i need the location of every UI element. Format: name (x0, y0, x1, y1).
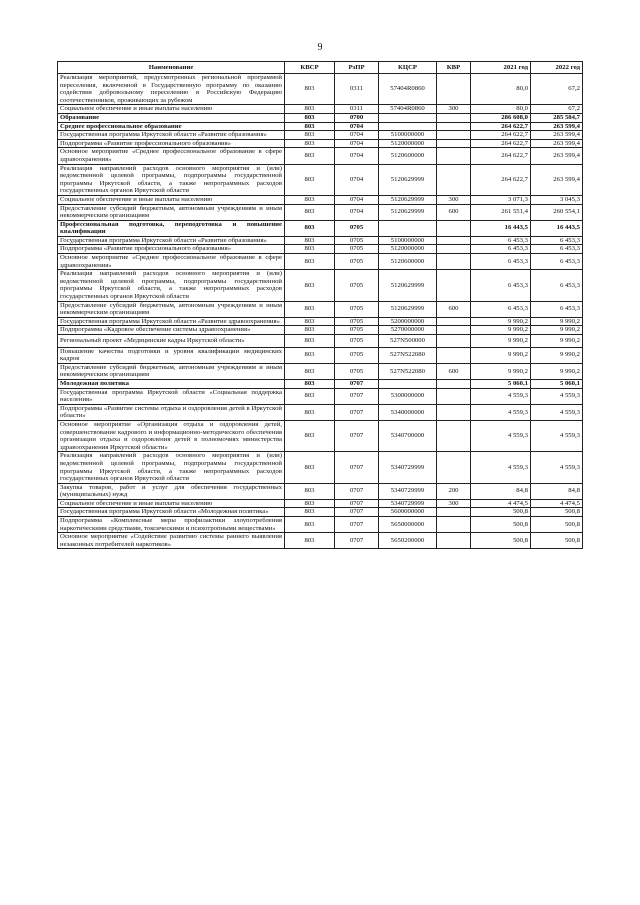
cell-kvsr: 803 (285, 404, 335, 420)
cell-ktsr: 5120000000 (379, 139, 437, 148)
cell-kvr (437, 122, 471, 131)
cell-kvr: 600 (437, 363, 471, 379)
cell-2021: 4 559,3 (471, 452, 531, 483)
cell-kvsr: 803 (285, 347, 335, 363)
table-row (58, 164, 583, 195)
cell-rzpr: 0704 (335, 204, 379, 220)
cell-rzpr: 0707 (335, 499, 379, 508)
cell-2022: 4 474,5 (531, 499, 583, 508)
cell-name: Государственная программа Иркутской области «Развитие образования» (58, 131, 285, 140)
cell-name: Подпрограмма «Развитие профессионального образования» (58, 139, 285, 148)
cell-kvr (437, 148, 471, 164)
cell-ktsr: 5120629999 (379, 301, 437, 317)
cell-rzpr: 0704 (335, 195, 379, 204)
cell-kvr (437, 270, 471, 301)
cell-2021: 6 453,3 (471, 301, 531, 317)
cell-name: Образование (58, 113, 285, 122)
table-row (58, 220, 583, 236)
cell-2022: 6 453,3 (531, 270, 583, 301)
table-row (58, 347, 583, 363)
cell-name: Профессиональная подготовка, переподготовка и повышение квалификации (58, 220, 285, 236)
cell-2021: 80,0 (471, 105, 531, 114)
cell-2022: 3 045,3 (531, 195, 583, 204)
cell-rzpr: 0707 (335, 420, 379, 451)
cell-2021: 84,8 (471, 483, 531, 499)
cell-ktsr (379, 113, 437, 122)
cell-2022: 84,8 (531, 483, 583, 499)
cell-kvsr: 803 (285, 363, 335, 379)
cell-2021: 6 453,3 (471, 236, 531, 245)
cell-2022: 6 453,3 (531, 245, 583, 254)
cell-2021: 80,0 (471, 74, 531, 105)
cell-kvr (437, 347, 471, 363)
header-kvr: КВР (437, 62, 471, 74)
cell-ktsr: 5120629999 (379, 270, 437, 301)
cell-name: Государственная программа Иркутской области «Развитие здравоохранения» (58, 317, 285, 326)
cell-2022: 6 453,3 (531, 254, 583, 270)
cell-name: Предоставление субсидий бюджетным, автономным учреждениям и иным некоммерческим организациям (58, 204, 285, 220)
cell-rzpr: 0705 (335, 254, 379, 270)
cell-kvsr: 803 (285, 301, 335, 317)
cell-kvr (437, 533, 471, 549)
table-row (58, 335, 583, 348)
cell-2021: 9 990,2 (471, 326, 531, 335)
cell-kvsr: 803 (285, 335, 335, 348)
cell-2022: 9 990,2 (531, 363, 583, 379)
cell-2021: 9 990,2 (471, 347, 531, 363)
header-ktsr: КЦСР (379, 62, 437, 74)
table-row (58, 483, 583, 499)
cell-2021: 6 453,3 (471, 254, 531, 270)
cell-kvsr: 803 (285, 122, 335, 131)
header-2022: 2022 год (531, 62, 583, 74)
cell-name: Реализация направлений расходов основного мероприятия и (или) ведомственной целевой программы, подпрограммы государственной программы Иркутской области, а также непрограммных расходов государственных органов Иркутской области (58, 164, 285, 195)
cell-2022: 4 559,3 (531, 404, 583, 420)
cell-name: Социальное обеспечение и иные выплаты населению (58, 499, 285, 508)
cell-2022: 263 599,4 (531, 148, 583, 164)
cell-kvsr: 803 (285, 148, 335, 164)
cell-rzpr: 0705 (335, 220, 379, 236)
cell-rzpr: 0704 (335, 139, 379, 148)
cell-2021: 264 622,7 (471, 148, 531, 164)
cell-ktsr: 527N522080 (379, 347, 437, 363)
cell-kvr (437, 113, 471, 122)
cell-ktsr: 5100000000 (379, 131, 437, 140)
cell-kvsr: 803 (285, 317, 335, 326)
table-row (58, 148, 583, 164)
cell-name: Среднее профессиональное образование (58, 122, 285, 131)
cell-2021: 6 453,3 (471, 270, 531, 301)
cell-2021: 4 474,5 (471, 499, 531, 508)
cell-rzpr: 0707 (335, 379, 379, 388)
cell-2021: 4 559,3 (471, 388, 531, 404)
table-row (58, 508, 583, 517)
cell-kvr (437, 139, 471, 148)
cell-kvsr: 803 (285, 139, 335, 148)
table-row (58, 452, 583, 483)
cell-2022: 285 584,7 (531, 113, 583, 122)
cell-2022: 260 554,1 (531, 204, 583, 220)
cell-kvr (437, 388, 471, 404)
cell-kvsr: 803 (285, 131, 335, 140)
cell-2021: 4 559,3 (471, 420, 531, 451)
cell-name: Реализация мероприятий, предусмотренных региональной программой переселения, включенной в Государственную программу по оказанию содействия добровольному переселению в Российскую Федерацию соотечественников, проживающих за рубежом (58, 74, 285, 105)
cell-ktsr (379, 379, 437, 388)
cell-rzpr: 0704 (335, 122, 379, 131)
table-row (58, 379, 583, 388)
cell-name: Социальное обеспечение и иные выплаты населению (58, 195, 285, 204)
table-row (58, 301, 583, 317)
cell-kvsr: 803 (285, 508, 335, 517)
cell-2022: 500,8 (531, 508, 583, 517)
cell-2021: 261 551,4 (471, 204, 531, 220)
cell-ktsr: 57404R0860 (379, 105, 437, 114)
table-row (58, 363, 583, 379)
cell-kvr (437, 317, 471, 326)
cell-ktsr: 5340000000 (379, 404, 437, 420)
cell-2021: 9 990,2 (471, 335, 531, 348)
cell-rzpr: 0705 (335, 326, 379, 335)
cell-kvsr: 803 (285, 236, 335, 245)
cell-kvsr: 803 (285, 254, 335, 270)
cell-ktsr: 5650200000 (379, 533, 437, 549)
cell-kvsr: 803 (285, 270, 335, 301)
table-row (58, 326, 583, 335)
cell-2021: 264 622,7 (471, 131, 531, 140)
cell-2021: 264 622,7 (471, 122, 531, 131)
cell-kvr (437, 452, 471, 483)
cell-kvsr: 803 (285, 164, 335, 195)
cell-2021: 4 559,3 (471, 404, 531, 420)
cell-kvsr: 803 (285, 483, 335, 499)
cell-kvr (437, 220, 471, 236)
cell-2021: 264 622,7 (471, 139, 531, 148)
cell-2022: 9 990,2 (531, 347, 583, 363)
table-row (58, 204, 583, 220)
cell-rzpr: 0707 (335, 533, 379, 549)
cell-kvr (437, 245, 471, 254)
cell-name: Предоставление субсидий бюджетным, автономным учреждениям и иным некоммерческим организациям (58, 301, 285, 317)
cell-kvsr: 803 (285, 420, 335, 451)
cell-kvsr: 803 (285, 388, 335, 404)
table-row (58, 195, 583, 204)
cell-kvsr: 803 (285, 105, 335, 114)
cell-kvsr: 803 (285, 517, 335, 533)
cell-2022: 4 559,3 (531, 452, 583, 483)
cell-name: Основное мероприятие «Организация отдыха и оздоровления детей, совершенствование кадрового и информационно-методического обеспечения организации отдыха и оздоровления детей в полномочиях министерства здравоохранения Иркутской области» (58, 420, 285, 451)
cell-ktsr: 5300000000 (379, 388, 437, 404)
cell-ktsr: 5650000000 (379, 517, 437, 533)
cell-2021: 500,8 (471, 508, 531, 517)
cell-rzpr: 0700 (335, 113, 379, 122)
cell-kvr: 300 (437, 499, 471, 508)
cell-rzpr: 0707 (335, 388, 379, 404)
cell-kvr (437, 508, 471, 517)
cell-name: Реализация направлений расходов основного мероприятия и (или) ведомственной целевой программы, подпрограммы государственной программы Иркутской области, а также непрограммных расходов государственных органов Иркутской области (58, 270, 285, 301)
cell-2022: 6 453,3 (531, 236, 583, 245)
cell-2021: 9 990,2 (471, 317, 531, 326)
cell-2022: 16 443,5 (531, 220, 583, 236)
cell-rzpr: 0705 (335, 363, 379, 379)
table-row (58, 317, 583, 326)
cell-name: Подпрограмма «Кадровое обеспечение системы здравоохранения» (58, 326, 285, 335)
cell-kvr (437, 254, 471, 270)
cell-ktsr: 5100000000 (379, 236, 437, 245)
cell-kvr (437, 326, 471, 335)
table-row (58, 122, 583, 131)
table-row (58, 517, 583, 533)
cell-name: Основное мероприятие «Содействие развитию системы раннего выявления незаконных потребителей наркотиков» (58, 533, 285, 549)
table-row (58, 245, 583, 254)
table-row (58, 388, 583, 404)
header-rzpr: РзПР (335, 62, 379, 74)
table-row (58, 254, 583, 270)
cell-name: Подпрограмма «Развитие системы отдыха и оздоровления детей в Иркутской области» (58, 404, 285, 420)
table-row (58, 499, 583, 508)
cell-2022: 9 990,2 (531, 326, 583, 335)
cell-name: Подпрограмма «Комплексные меры профилактики злоупотребления наркотическими средствами, токсическими и психотропными веществами» (58, 517, 285, 533)
cell-kvr: 200 (437, 483, 471, 499)
cell-rzpr: 0704 (335, 164, 379, 195)
cell-kvsr: 803 (285, 452, 335, 483)
cell-rzpr: 0705 (335, 245, 379, 254)
cell-kvr (437, 517, 471, 533)
header-kvsr: КВСР (285, 62, 335, 74)
cell-kvr (437, 420, 471, 451)
cell-kvr (437, 404, 471, 420)
cell-kvr: 600 (437, 204, 471, 220)
table-row (58, 420, 583, 451)
cell-ktsr: 5120000000 (379, 245, 437, 254)
table-row (58, 139, 583, 148)
cell-kvr (437, 74, 471, 105)
header-name: Наименование (58, 62, 285, 74)
cell-2021: 500,8 (471, 533, 531, 549)
budget-table (57, 61, 583, 549)
cell-ktsr: 5600000000 (379, 508, 437, 517)
table-row (58, 533, 583, 549)
cell-kvsr: 803 (285, 195, 335, 204)
cell-ktsr (379, 220, 437, 236)
cell-rzpr: 0704 (335, 148, 379, 164)
table-row (58, 113, 583, 122)
cell-2021: 286 608,0 (471, 113, 531, 122)
cell-name: Государственная программа Иркутской области «Молодежная политика» (58, 508, 285, 517)
table-header-row (58, 62, 583, 74)
cell-ktsr: 5270000000 (379, 326, 437, 335)
cell-kvr (437, 131, 471, 140)
cell-rzpr: 0311 (335, 105, 379, 114)
cell-2022: 4 559,3 (531, 388, 583, 404)
cell-ktsr: 5120600000 (379, 148, 437, 164)
cell-rzpr: 0707 (335, 508, 379, 517)
cell-kvr: 300 (437, 195, 471, 204)
cell-name: Закупка товаров, работ и услуг для обеспечения государственных (муниципальных) нужд (58, 483, 285, 499)
cell-2022: 6 453,3 (531, 301, 583, 317)
cell-2022: 67,2 (531, 105, 583, 114)
cell-name: Реализация направлений расходов основного мероприятия и (или) ведомственной целевой программы, подпрограммы государственной программы Иркутской области, а также непрограммных расходов государственных органов Иркутской области (58, 452, 285, 483)
cell-2021: 9 990,2 (471, 363, 531, 379)
cell-2021: 3 071,3 (471, 195, 531, 204)
cell-kvr (437, 335, 471, 348)
cell-kvsr: 803 (285, 499, 335, 508)
cell-ktsr: 5340729999 (379, 483, 437, 499)
cell-2022: 67,2 (531, 74, 583, 105)
cell-rzpr: 0707 (335, 483, 379, 499)
cell-kvsr: 803 (285, 74, 335, 105)
cell-2022: 263 599,4 (531, 122, 583, 131)
cell-2022: 9 990,2 (531, 335, 583, 348)
cell-name: Социальное обеспечение и иные выплаты населению (58, 105, 285, 114)
cell-2022: 4 559,3 (531, 420, 583, 451)
cell-rzpr: 0705 (335, 301, 379, 317)
cell-kvr (437, 379, 471, 388)
cell-kvr: 600 (437, 301, 471, 317)
cell-2021: 5 060,1 (471, 379, 531, 388)
cell-rzpr: 0705 (335, 335, 379, 348)
cell-name: Государственная программа Иркутской области «Развитие образования» (58, 236, 285, 245)
cell-rzpr: 0707 (335, 404, 379, 420)
table-body (58, 74, 583, 549)
cell-2022: 263 599,4 (531, 131, 583, 140)
cell-ktsr: 5340729999 (379, 452, 437, 483)
cell-2022: 9 990,2 (531, 317, 583, 326)
cell-2021: 16 443,5 (471, 220, 531, 236)
cell-2022: 500,8 (531, 517, 583, 533)
cell-ktsr: 5120629999 (379, 204, 437, 220)
cell-ktsr: 5120600000 (379, 254, 437, 270)
cell-name: Государственная программа Иркутской области «Социальная поддержка населения» (58, 388, 285, 404)
cell-kvr (437, 236, 471, 245)
cell-name: Основное мероприятие «Среднее профессиональное образование в сфере здравоохранения» (58, 254, 285, 270)
cell-ktsr: 57404R0860 (379, 74, 437, 105)
cell-rzpr: 0311 (335, 74, 379, 105)
cell-2021: 264 622,7 (471, 164, 531, 195)
table-row (58, 236, 583, 245)
cell-ktsr: 5340700000 (379, 420, 437, 451)
cell-2021: 500,8 (471, 517, 531, 533)
cell-2022: 263 599,4 (531, 139, 583, 148)
header-2021: 2021 год (471, 62, 531, 74)
cell-kvsr: 803 (285, 533, 335, 549)
cell-kvsr: 803 (285, 113, 335, 122)
table-row (58, 131, 583, 140)
cell-rzpr: 0707 (335, 517, 379, 533)
cell-ktsr: 5120629999 (379, 164, 437, 195)
table-row (58, 74, 583, 105)
cell-kvsr: 803 (285, 220, 335, 236)
cell-kvsr: 803 (285, 379, 335, 388)
cell-rzpr: 0705 (335, 236, 379, 245)
cell-name: Региональный проект «Медицинские кадры Иркутской области» (58, 335, 285, 348)
cell-ktsr: 527N500000 (379, 335, 437, 348)
cell-2022: 500,8 (531, 533, 583, 549)
cell-2022: 263 599,4 (531, 164, 583, 195)
cell-ktsr: 5120629999 (379, 195, 437, 204)
table-row (58, 404, 583, 420)
cell-name: Молодежная политика (58, 379, 285, 388)
cell-kvr: 300 (437, 105, 471, 114)
cell-2021: 6 453,3 (471, 245, 531, 254)
table-row (58, 270, 583, 301)
page-number: 9 (317, 42, 323, 53)
cell-ktsr (379, 122, 437, 131)
cell-name: Повышение качества подготовки и уровня квалификации медицинских кадров (58, 347, 285, 363)
cell-name: Подпрограмма «Развитие профессионального образования» (58, 245, 285, 254)
cell-kvsr: 803 (285, 245, 335, 254)
cell-kvsr: 803 (285, 326, 335, 335)
cell-2022: 5 060,1 (531, 379, 583, 388)
cell-rzpr: 0704 (335, 131, 379, 140)
cell-kvsr: 803 (285, 204, 335, 220)
cell-rzpr: 0705 (335, 270, 379, 301)
table-row (58, 105, 583, 114)
cell-ktsr: 5340729999 (379, 499, 437, 508)
cell-ktsr: 5200000000 (379, 317, 437, 326)
cell-name: Основное мероприятие «Среднее профессиональное образование в сфере здравоохранения» (58, 148, 285, 164)
cell-rzpr: 0707 (335, 452, 379, 483)
cell-rzpr: 0705 (335, 347, 379, 363)
cell-rzpr: 0705 (335, 317, 379, 326)
cell-ktsr: 527N522080 (379, 363, 437, 379)
cell-name: Предоставление субсидий бюджетным, автономным учреждениям и иным некоммерческим организациям (58, 363, 285, 379)
cell-kvr (437, 164, 471, 195)
